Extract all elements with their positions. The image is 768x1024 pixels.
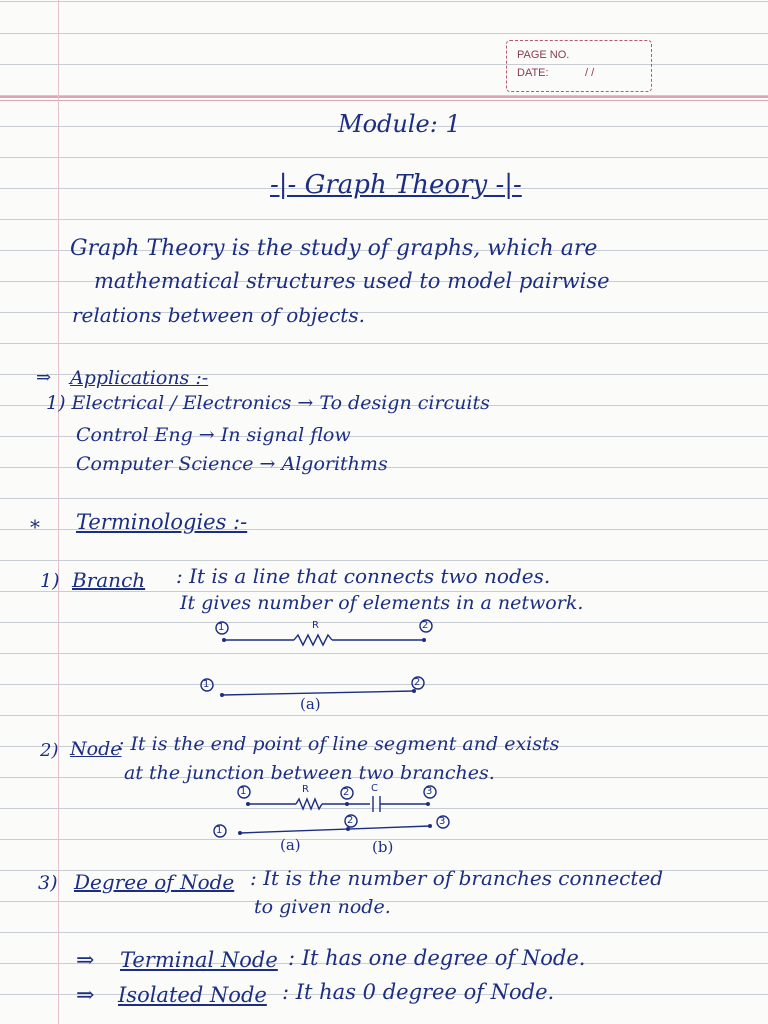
node-graph-dot-3	[428, 824, 432, 828]
branch-caption: (a)	[300, 695, 321, 713]
application-item-1: 1) Electrical / Electronics → To design circuits	[46, 392, 490, 414]
applications-arrow: ⇒	[36, 367, 52, 388]
date-label: DATE:	[517, 67, 549, 79]
node-graph-label-2: 2	[347, 815, 354, 826]
degree-definition-2: to given node.	[254, 896, 391, 918]
node-resistor-symbol	[296, 799, 322, 809]
branch-node-dot-1	[222, 638, 226, 642]
branch-graph-label-1: 1	[203, 679, 210, 690]
node-term: Node	[70, 738, 122, 760]
intro-line-3: relations between of objects.	[72, 303, 365, 327]
node-circuit-dot-1	[246, 802, 250, 806]
node-circuit-dot-2	[345, 802, 349, 806]
terminal-term: Terminal Node	[120, 948, 278, 972]
node-graph-dot-1	[238, 831, 242, 835]
intro-line-2: mathematical structures used to model pairwise	[94, 269, 610, 293]
node-graph-edge	[240, 826, 430, 833]
topic-heading: -|- Graph Theory -|-	[270, 170, 522, 200]
node-caption-a: (a)	[280, 836, 301, 854]
node-resistor-label: R	[302, 784, 309, 795]
module-heading: Module: 1	[338, 110, 461, 138]
terminal-definition: : It has one degree of Node.	[288, 946, 586, 970]
node-circuit-dot-3	[426, 802, 430, 806]
intro-line-1: Graph Theory is the study of graphs, which are	[70, 236, 598, 261]
node-circuit-label-3: 3	[426, 786, 433, 797]
branch-graph-label-2: 2	[414, 677, 421, 688]
node-graph-dot-2	[346, 827, 350, 831]
node-number: 2)	[40, 740, 59, 761]
degree-term: Degree of Node	[74, 870, 235, 894]
node-circuit-label-2: 2	[343, 787, 350, 798]
terminologies-title: Terminologies :-	[76, 510, 248, 534]
node-definition-2: at the junction between two branches.	[124, 762, 495, 784]
applications-title: Applications :-	[70, 367, 209, 389]
branch-node-label-1: 1	[218, 622, 225, 633]
node-definition-1: : It is the end point of line segment and exists	[118, 733, 560, 755]
degree-definition-1: : It is the number of branches connected	[250, 866, 664, 890]
terminal-arrow: ⇒	[76, 948, 95, 973]
branch-resistor-label: R	[312, 620, 319, 631]
degree-number: 3)	[38, 872, 58, 894]
terminologies-bullet: *	[30, 515, 40, 539]
branch-resistor-symbol	[294, 635, 332, 645]
node-graph-label-1: 1	[216, 825, 223, 836]
isolated-arrow: ⇒	[76, 983, 95, 1008]
branch-graph-dot-1	[220, 693, 224, 697]
branch-definition-2: It gives number of elements in a network.	[180, 592, 584, 614]
node-graph-label-3: 3	[439, 816, 446, 827]
branch-node-label-2: 2	[422, 620, 429, 631]
node-circuit-label-1: 1	[240, 786, 247, 797]
branch-term: Branch	[72, 568, 146, 592]
branch-definition-1: : It is a line that connects two nodes.	[176, 564, 551, 588]
node-capacitor-label: C	[371, 783, 378, 794]
isolated-definition: : It has 0 degree of Node.	[282, 980, 555, 1004]
node-caption-b: (b)	[372, 838, 394, 856]
isolated-term: Isolated Node	[118, 983, 267, 1007]
page-no-label: PAGE NO.	[517, 49, 570, 61]
application-item-2: Control Eng → In signal flow	[76, 424, 351, 446]
branch-number: 1)	[40, 570, 60, 592]
application-item-3: Computer Science → Algorithms	[76, 453, 388, 475]
date-value: / /	[585, 67, 595, 79]
branch-graph-dot-2	[412, 689, 416, 693]
branch-node-dot-2	[422, 638, 426, 642]
